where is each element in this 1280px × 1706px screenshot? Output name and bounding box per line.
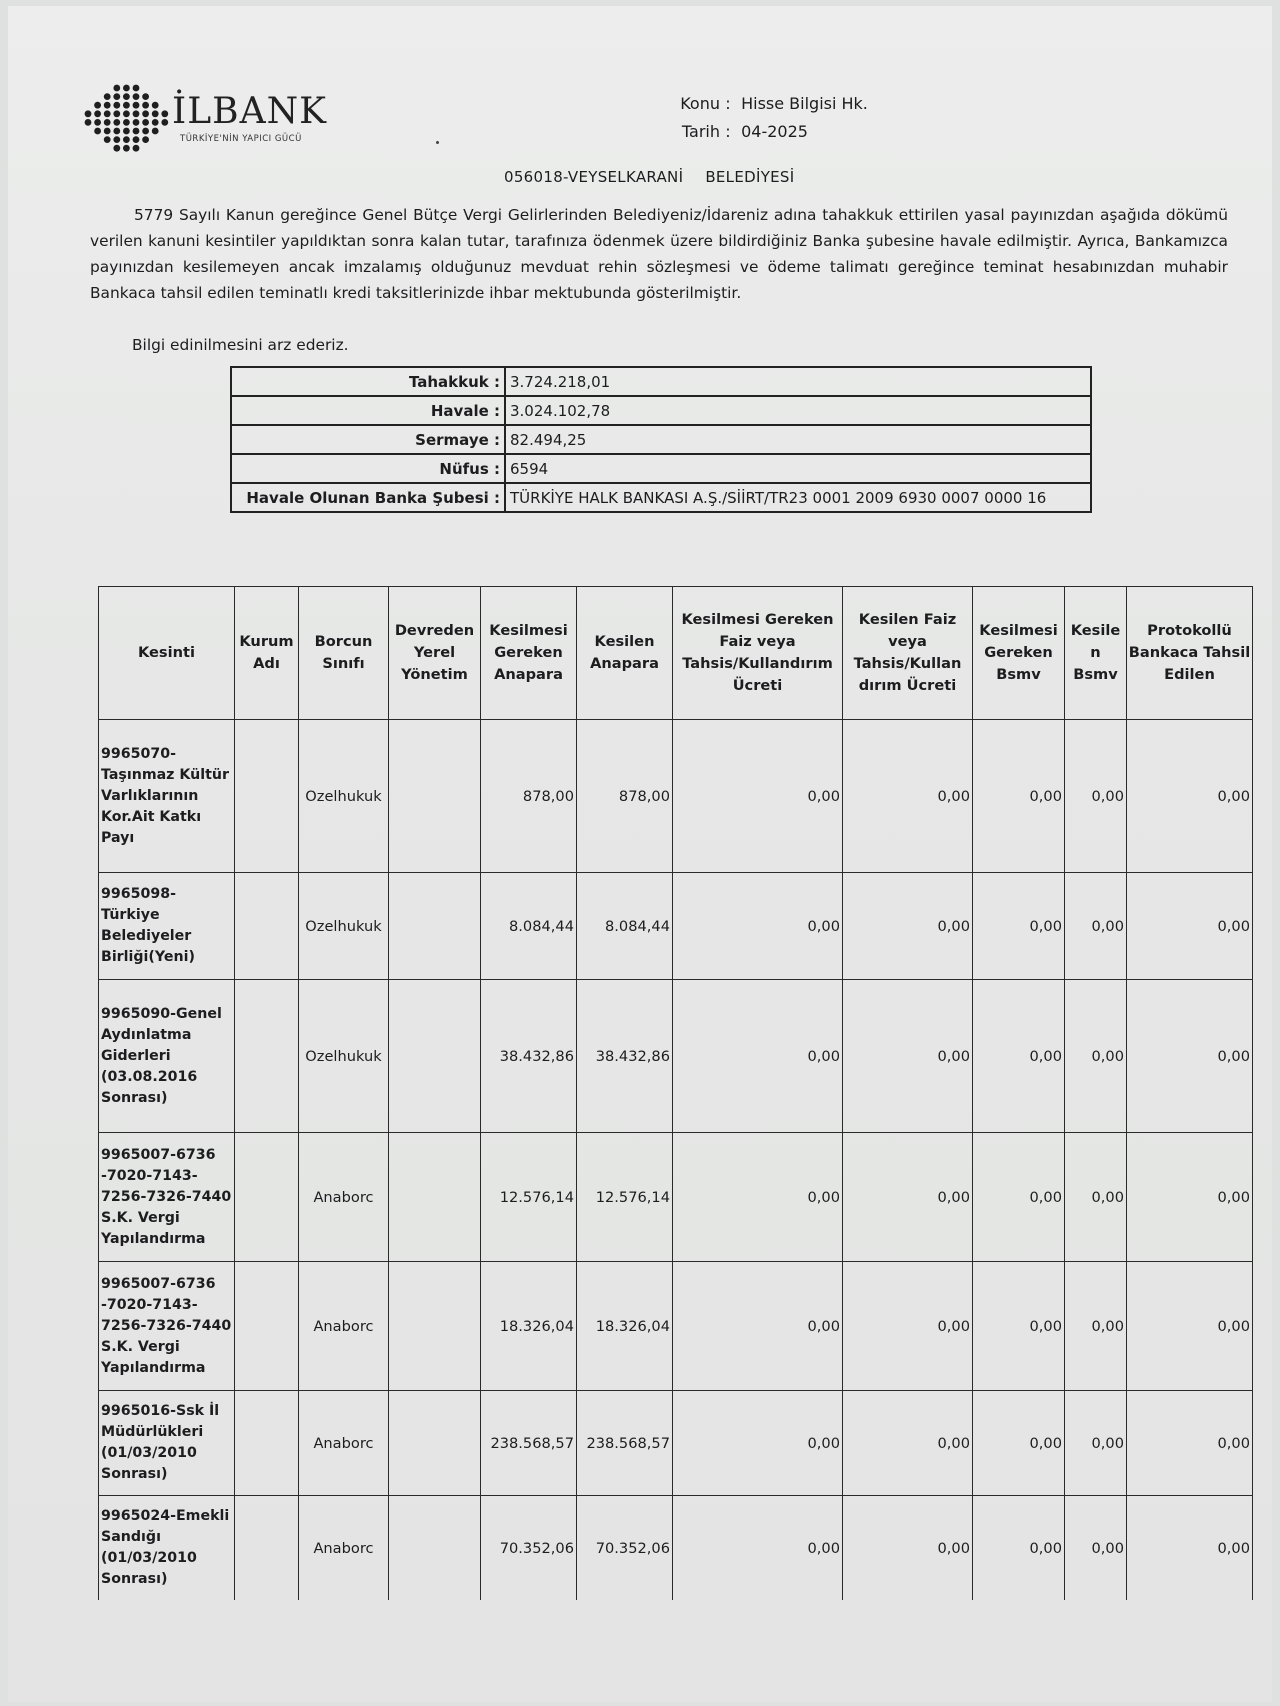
table-row	[99, 1496, 1253, 1601]
summary-label: Nüfus :	[231, 454, 505, 483]
cell-kesilen-bsmv: 0,00	[1065, 1391, 1127, 1496]
cell-gereken-faiz: 0,00	[673, 720, 843, 873]
cell-kesilen-faiz: 0,00	[843, 980, 973, 1133]
cell-gereken-anapara: 878,00	[481, 720, 577, 873]
cell-gereken-anapara: 70.352,06	[481, 1496, 577, 1601]
cell-kesinti: 9965070-Taşınmaz Kültür Varlıklarının Kor.Ait Katkı Payı	[99, 720, 235, 873]
column-header: Kesilen Anapara	[577, 587, 673, 720]
table-row	[99, 1262, 1253, 1391]
cell-kesilen-bsmv: 0,00	[1065, 1133, 1127, 1262]
cell-kesinti: 9965090-Genel Aydınlatma Giderleri (03.08.2016 Sonrası)	[99, 980, 235, 1133]
logo-dots-icon	[82, 84, 172, 154]
column-header: Devreden Yerel Yönetim	[389, 587, 481, 720]
cell-gereken-bsmv: 0,00	[973, 1262, 1065, 1391]
summary-value: 3.724.218,01	[505, 367, 1091, 396]
cell-protokollu: 0,00	[1127, 720, 1253, 873]
cell-protokollu: 0,00	[1127, 1496, 1253, 1601]
cell-borc: Ozelhukuk	[299, 980, 389, 1133]
summary-row	[231, 367, 1091, 396]
table-row	[99, 873, 1253, 980]
cell-gereken-anapara: 18.326,04	[481, 1262, 577, 1391]
cell-gereken-faiz: 0,00	[673, 873, 843, 980]
cell-gereken-faiz: 0,00	[673, 980, 843, 1133]
cell-devreden	[389, 873, 481, 980]
table-header-row	[99, 587, 1253, 720]
cell-kesilen-faiz: 0,00	[843, 720, 973, 873]
cell-borc: Anaborc	[299, 1133, 389, 1262]
cell-devreden	[389, 1391, 481, 1496]
cell-kurum	[235, 980, 299, 1133]
cell-kurum	[235, 1496, 299, 1601]
cell-gereken-bsmv: 0,00	[973, 1133, 1065, 1262]
subject-row: Konu : Hisse Bilgisi Hk.	[656, 90, 868, 118]
cell-gereken-bsmv: 0,00	[973, 980, 1065, 1133]
cell-kesilen-faiz: 0,00	[843, 1391, 973, 1496]
cell-kesilen-anapara: 12.576,14	[577, 1133, 673, 1262]
cell-gereken-bsmv: 0,00	[973, 720, 1065, 873]
closing-line: Bilgi edinilmesini arz ederiz.	[132, 336, 349, 354]
cell-kesilen-faiz: 0,00	[843, 873, 973, 980]
summary-table	[230, 366, 1092, 513]
cell-gereken-anapara: 38.432,86	[481, 980, 577, 1133]
summary-row	[231, 396, 1091, 425]
deductions-table	[98, 586, 1253, 1600]
municipality-word: BELEDİYESİ	[705, 168, 795, 186]
column-header: Kesinti	[99, 587, 235, 720]
cell-kesilen-bsmv: 0,00	[1065, 980, 1127, 1133]
cell-kesilen-bsmv: 0,00	[1065, 873, 1127, 980]
summary-row	[231, 454, 1091, 483]
cell-borc: Anaborc	[299, 1262, 389, 1391]
cell-devreden	[389, 1496, 481, 1601]
cell-gereken-faiz: 0,00	[673, 1496, 843, 1601]
summary-value: TÜRKİYE HALK BANKASI A.Ş./SİİRT/TR23 0001 2009 6930 0007 0000 16	[505, 483, 1091, 512]
column-header: Kurum Adı	[235, 587, 299, 720]
column-header: Protokollü Bankaca Tahsil Edilen	[1127, 587, 1253, 720]
date-row: Tarih : 04-2025	[656, 118, 868, 146]
date-label: Tarih	[681, 122, 720, 141]
column-header: Borcun Sınıfı	[299, 587, 389, 720]
cell-kurum	[235, 1391, 299, 1496]
cell-kurum	[235, 1133, 299, 1262]
summary-row	[231, 425, 1091, 454]
cell-protokollu: 0,00	[1127, 873, 1253, 980]
cell-protokollu: 0,00	[1127, 1262, 1253, 1391]
cell-kesinti: 9965016-Ssk İl Müdürlükleri (01/03/2010 Sonrası)	[99, 1391, 235, 1496]
column-header: Kesilmesi Gereken Faiz veya Tahsis/Kullandırım Ücreti	[673, 587, 843, 720]
logo-tagline: TÜRKİYE'NİN YAPICI GÜCÜ	[180, 134, 302, 144]
summary-value: 3.024.102,78	[505, 396, 1091, 425]
cell-kesinti: 9965024-Emekli Sandığı (01/03/2010 Sonrası)	[99, 1496, 235, 1601]
cell-protokollu: 0,00	[1127, 1391, 1253, 1496]
cell-devreden	[389, 1262, 481, 1391]
cell-protokollu: 0,00	[1127, 980, 1253, 1133]
column-header: Kesilmesi Gereken Bsmv	[973, 587, 1065, 720]
cell-gereken-anapara: 12.576,14	[481, 1133, 577, 1262]
municipality-code: 056018-VEYSELKARANİ	[504, 168, 684, 186]
cell-kesilen-bsmv: 0,00	[1065, 720, 1127, 873]
subject-label: Konu	[680, 94, 720, 113]
summary-label: Havale :	[231, 396, 505, 425]
cell-kesilen-bsmv: 0,00	[1065, 1262, 1127, 1391]
summary-row	[231, 483, 1091, 512]
cell-kesilen-anapara: 70.352,06	[577, 1496, 673, 1601]
cell-kesilen-bsmv: 0,00	[1065, 1496, 1127, 1601]
cell-kesilen-anapara: 38.432,86	[577, 980, 673, 1133]
cell-borc: Ozelhukuk	[299, 720, 389, 873]
column-header: Kesile n Bsmv	[1065, 587, 1127, 720]
document-meta	[656, 90, 868, 146]
table-row	[99, 720, 1253, 873]
cell-gereken-faiz: 0,00	[673, 1391, 843, 1496]
table-row	[99, 1391, 1253, 1496]
summary-value: 6594	[505, 454, 1091, 483]
table-row	[99, 980, 1253, 1133]
cell-gereken-bsmv: 0,00	[973, 1391, 1065, 1496]
summary-label: Sermaye :	[231, 425, 505, 454]
cell-kurum	[235, 1262, 299, 1391]
summary-label: Havale Olunan Banka Şubesi :	[231, 483, 505, 512]
cell-kesinti: 9965098-Türkiye Belediyeler Birliği(Yeni)	[99, 873, 235, 980]
subject-value: Hisse Bilgisi Hk.	[741, 94, 868, 113]
cell-gereken-faiz: 0,00	[673, 1262, 843, 1391]
cell-kesilen-anapara: 878,00	[577, 720, 673, 873]
summary-label: Tahakkuk :	[231, 367, 505, 396]
cell-kesinti: 9965007-6736 -7020-7143-7256-7326-7440 S.K. Vergi Yapılandırma	[99, 1262, 235, 1391]
cell-gereken-anapara: 238.568,57	[481, 1391, 577, 1496]
table-row	[99, 1133, 1253, 1262]
cell-gereken-bsmv: 0,00	[973, 1496, 1065, 1601]
cell-devreden	[389, 980, 481, 1133]
cell-devreden	[389, 1133, 481, 1262]
cell-kesilen-faiz: 0,00	[843, 1262, 973, 1391]
cell-kesinti: 9965007-6736 -7020-7143-7256-7326-7440 S.K. Vergi Yapılandırma	[99, 1133, 235, 1262]
cell-kurum	[235, 873, 299, 980]
date-value: 04-2025	[741, 122, 808, 141]
logo-name: İLBANK	[172, 91, 327, 132]
body-paragraph: 5779 Sayılı Kanun gereğince Genel Bütçe Vergi Gelirlerinden Belediyeniz/İdareniz adına tahakkuk ettirilen yasal payınızdan aşağıda dökümü verilen kanuni kesintiler yapıldıktan sonra kalan tutar, tarafınıza ödenmek üzere bildirdiğiniz Banka şubesine havale edilmiştir. Ayrıca, Bankamızca payınızdan kesilemeyen ancak imzalamış olduğunuz mevduat rehin sözleşmesi ve ödeme talimatı gereğince teminat hesabınızdan muhabir Bankaca tahsil edilen teminatlı kredi taksitlerinizde ihbar mektubunda gösterilmiştir.	[90, 206, 1228, 302]
cell-borc: Anaborc	[299, 1391, 389, 1496]
summary-value: 82.494,25	[505, 425, 1091, 454]
stray-mark	[436, 141, 439, 144]
cell-devreden	[389, 720, 481, 873]
document-page	[8, 6, 1272, 1702]
cell-gereken-faiz: 0,00	[673, 1133, 843, 1262]
cell-kurum	[235, 720, 299, 873]
cell-borc: Anaborc	[299, 1496, 389, 1601]
cell-protokollu: 0,00	[1127, 1133, 1253, 1262]
cell-gereken-anapara: 8.084,44	[481, 873, 577, 980]
cell-kesilen-anapara: 8.084,44	[577, 873, 673, 980]
cell-kesilen-faiz: 0,00	[843, 1496, 973, 1601]
cell-kesilen-anapara: 18.326,04	[577, 1262, 673, 1391]
cell-kesilen-faiz: 0,00	[843, 1133, 973, 1262]
column-header: Kesilen Faiz veya Tahsis/Kullan dırım Ücreti	[843, 587, 973, 720]
cell-gereken-bsmv: 0,00	[973, 873, 1065, 980]
document-title	[504, 168, 794, 186]
cell-kesilen-anapara: 238.568,57	[577, 1391, 673, 1496]
ilbank-logo	[82, 84, 342, 154]
column-header: Kesilmesi Gereken Anapara	[481, 587, 577, 720]
cell-borc: Ozelhukuk	[299, 873, 389, 980]
